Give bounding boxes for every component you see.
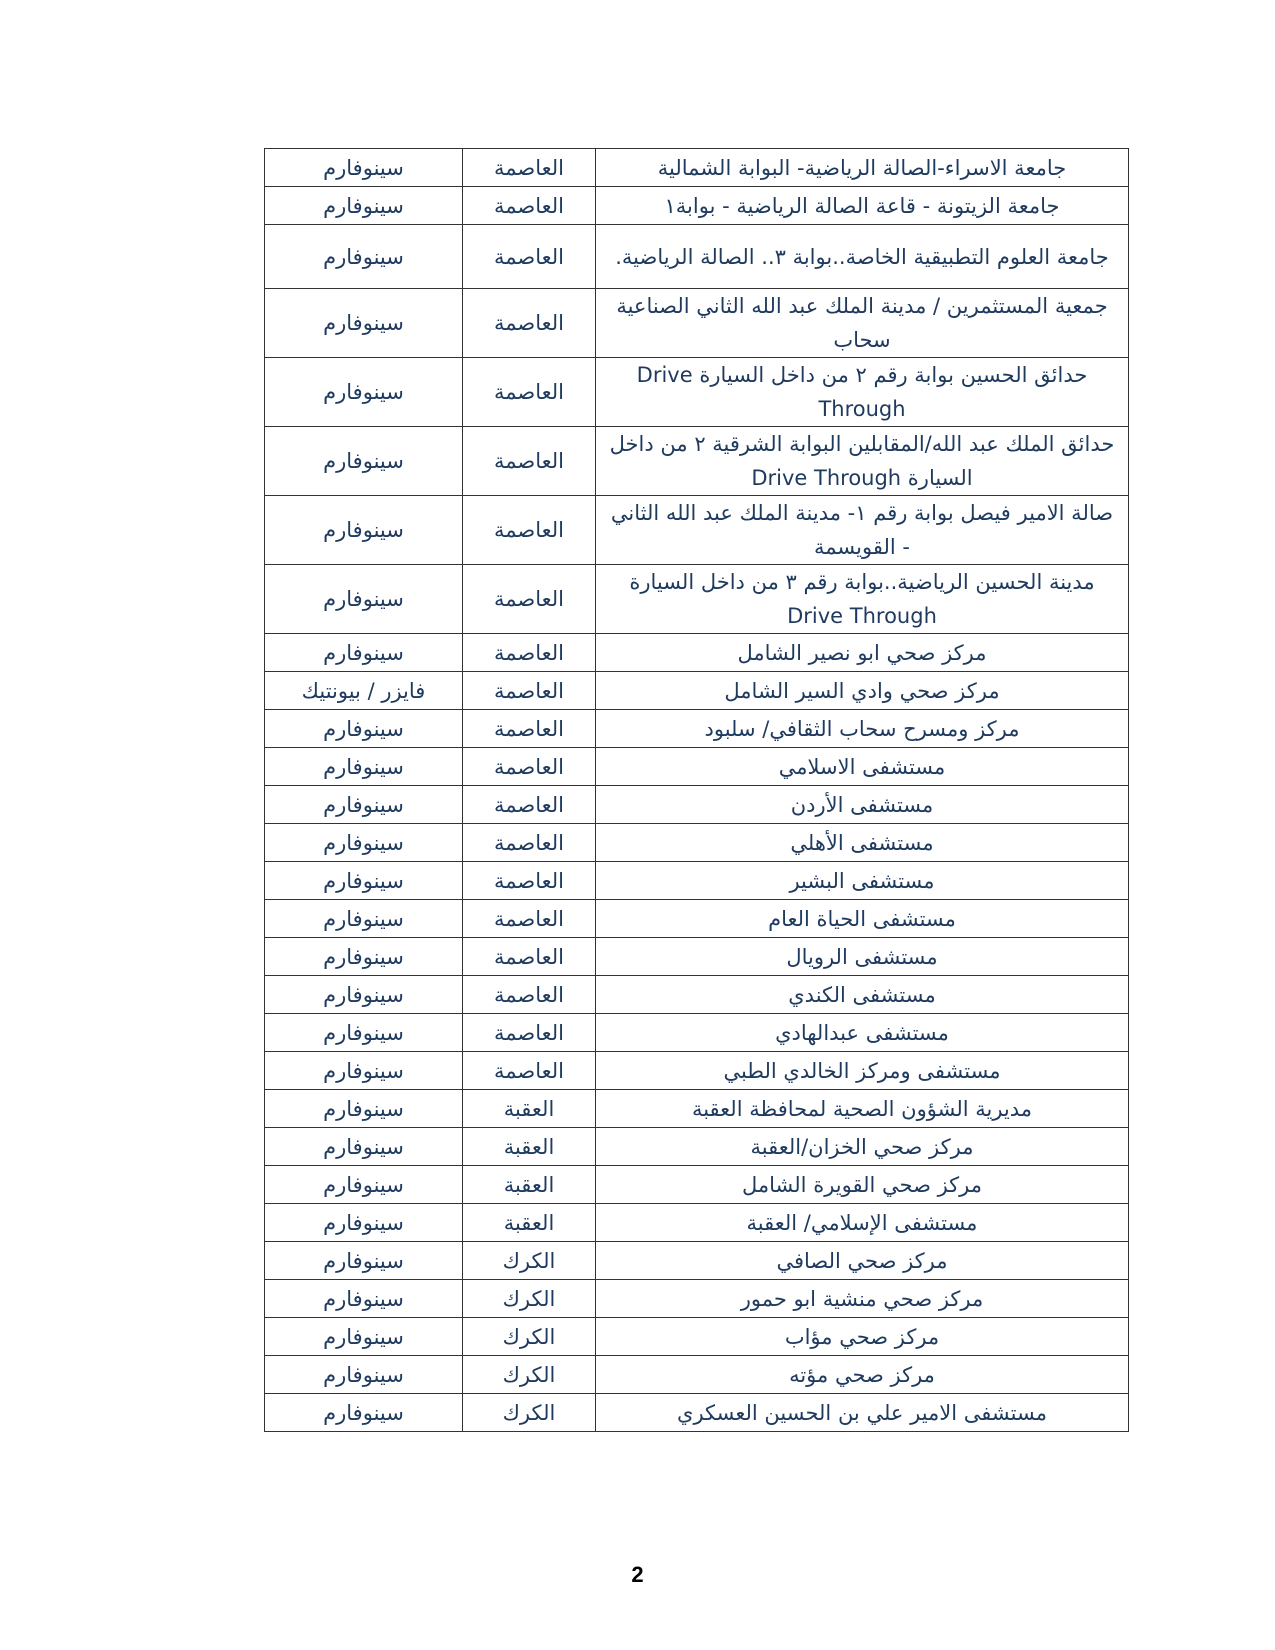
governorate-cell: العاصمة xyxy=(463,862,596,900)
table-row xyxy=(265,900,1129,938)
vaccine-cell: سينوفارم xyxy=(265,225,463,289)
vaccine-cell: سينوفارم xyxy=(265,976,463,1014)
table-row xyxy=(265,1394,1129,1432)
site-cell: مستشفى الامير علي بن الحسين العسكري xyxy=(596,1394,1129,1432)
vaccine-cell: سينوفارم xyxy=(265,824,463,862)
vaccine-cell: سينوفارم xyxy=(265,1204,463,1242)
governorate-cell: الكرك xyxy=(463,1318,596,1356)
table-row xyxy=(265,1318,1129,1356)
site-cell: جمعية المستثمرين / مدينة الملك عبد الله الثاني الصناعية سحاب xyxy=(596,289,1129,358)
table-row xyxy=(265,565,1129,634)
table-row xyxy=(265,1128,1129,1166)
governorate-cell: العاصمة xyxy=(463,710,596,748)
site-cell: مستشفى الرويال xyxy=(596,938,1129,976)
governorate-cell: الكرك xyxy=(463,1356,596,1394)
table-row xyxy=(265,1204,1129,1242)
site-cell: مركز صحي مؤاب xyxy=(596,1318,1129,1356)
governorate-cell: العاصمة xyxy=(463,427,596,496)
vaccine-cell: سينوفارم xyxy=(265,634,463,672)
table-row xyxy=(265,1166,1129,1204)
table-row xyxy=(265,289,1129,358)
vaccine-cell: سينوفارم xyxy=(265,565,463,634)
table-row xyxy=(265,1014,1129,1052)
site-cell: مركز ومسرح سحاب الثقافي/ سلبود xyxy=(596,710,1129,748)
table-row xyxy=(265,1356,1129,1394)
governorate-cell: العاصمة xyxy=(463,976,596,1014)
vaccine-cell: سينوفارم xyxy=(265,1052,463,1090)
table-row xyxy=(265,786,1129,824)
vaccine-cell: سينوفارم xyxy=(265,1128,463,1166)
vaccine-cell: سينوفارم xyxy=(265,358,463,427)
governorate-cell: العاصمة xyxy=(463,149,596,187)
governorate-cell: العاصمة xyxy=(463,938,596,976)
site-cell: مستشفى عبدالهادي xyxy=(596,1014,1129,1052)
governorate-cell: العاصمة xyxy=(463,1014,596,1052)
table-row xyxy=(265,634,1129,672)
governorate-cell: العاصمة xyxy=(463,748,596,786)
site-cell: مستشفى البشير xyxy=(596,862,1129,900)
site-cell: مستشفى الأهلي xyxy=(596,824,1129,862)
site-cell: مستشفى الأردن xyxy=(596,786,1129,824)
vaccine-cell: سينوفارم xyxy=(265,1280,463,1318)
vaccine-cell: سينوفارم xyxy=(265,289,463,358)
site-cell: مستشفى الاسلامي xyxy=(596,748,1129,786)
vaccine-cell: سينوفارم xyxy=(265,427,463,496)
vaccine-cell: سينوفارم xyxy=(265,900,463,938)
governorate-cell: العاصمة xyxy=(463,900,596,938)
vaccine-cell: سينوفارم xyxy=(265,1356,463,1394)
governorate-cell: الكرك xyxy=(463,1394,596,1432)
site-cell: مركز صحي الصافي xyxy=(596,1242,1129,1280)
governorate-cell: العاصمة xyxy=(463,634,596,672)
site-cell: مدينة الحسين الرياضية..بوابة رقم ٣ من داخل السيارة Drive Through xyxy=(596,565,1129,634)
table-row xyxy=(265,225,1129,289)
site-cell: مركز صحي القويرة الشامل xyxy=(596,1166,1129,1204)
site-cell: حدائق الملك عبد الله/المقابلين البوابة الشرقية ٢ من داخل السيارة Drive Through xyxy=(596,427,1129,496)
governorate-cell: العاصمة xyxy=(463,1052,596,1090)
page-number: 2 xyxy=(631,1562,644,1587)
governorate-cell: العاصمة xyxy=(463,824,596,862)
table-row xyxy=(265,1242,1129,1280)
table-row xyxy=(265,1052,1129,1090)
table-row xyxy=(265,824,1129,862)
vaccine-cell: سينوفارم xyxy=(265,786,463,824)
governorate-cell: العاصمة xyxy=(463,496,596,565)
vaccine-cell: سينوفارم xyxy=(265,862,463,900)
vaccine-cell: سينوفارم xyxy=(265,1090,463,1128)
governorate-cell: العقبة xyxy=(463,1128,596,1166)
site-cell: جامعة الزيتونة - قاعة الصالة الرياضية - بوابة١ xyxy=(596,187,1129,225)
site-cell: مركز صحي وادي السير الشامل xyxy=(596,672,1129,710)
vaccine-cell: سينوفارم xyxy=(265,938,463,976)
table-row xyxy=(265,672,1129,710)
site-cell: مستشفى الحياة العام xyxy=(596,900,1129,938)
vaccination-sites-table xyxy=(264,148,1129,1432)
site-cell: مستشفى الكندي xyxy=(596,976,1129,1014)
vaccine-cell: سينوفارم xyxy=(265,496,463,565)
site-cell: جامعة العلوم التطبيقية الخاصة..بوابة ٣.. الصالة الرياضية. xyxy=(596,225,1129,289)
governorate-cell: العاصمة xyxy=(463,225,596,289)
table-row xyxy=(265,149,1129,187)
table-row xyxy=(265,748,1129,786)
table-body xyxy=(265,149,1129,1432)
vaccine-cell: سينوفارم xyxy=(265,1166,463,1204)
table-row xyxy=(265,1280,1129,1318)
vaccine-cell: سينوفارم xyxy=(265,748,463,786)
governorate-cell: الكرك xyxy=(463,1242,596,1280)
site-cell: مركز صحي مؤته xyxy=(596,1356,1129,1394)
site-cell: جامعة الاسراء-الصالة الرياضية- البوابة الشمالية xyxy=(596,149,1129,187)
vaccine-cell: سينوفارم xyxy=(265,1242,463,1280)
vaccine-cell: سينوفارم xyxy=(265,187,463,225)
site-cell: مركز صحي منشية ابو حمور xyxy=(596,1280,1129,1318)
table-row xyxy=(265,976,1129,1014)
governorate-cell: العقبة xyxy=(463,1090,596,1128)
table-row xyxy=(265,187,1129,225)
governorate-cell: العاصمة xyxy=(463,786,596,824)
site-cell: مركز صحي ابو نصير الشامل xyxy=(596,634,1129,672)
governorate-cell: العقبة xyxy=(463,1166,596,1204)
table-row xyxy=(265,938,1129,976)
site-cell: مستشفى الإسلامي/ العقبة xyxy=(596,1204,1129,1242)
site-cell: مركز صحي الخزان/العقبة xyxy=(596,1128,1129,1166)
site-cell: صالة الامير فيصل بوابة رقم ١- مدينة الملك عبد الله الثاني - القويسمة xyxy=(596,496,1129,565)
governorate-cell: العقبة xyxy=(463,1204,596,1242)
governorate-cell: العاصمة xyxy=(463,358,596,427)
site-cell: مستشفى ومركز الخالدي الطبي xyxy=(596,1052,1129,1090)
vaccine-cell: فايزر / بيونتيك xyxy=(265,672,463,710)
vaccine-cell: سينوفارم xyxy=(265,149,463,187)
site-cell: حدائق الحسين بوابة رقم ٢ من داخل السيارة Drive Through xyxy=(596,358,1129,427)
vaccine-cell: سينوفارم xyxy=(265,1318,463,1356)
table-row xyxy=(265,862,1129,900)
site-cell: مديرية الشؤون الصحية لمحافظة العقبة xyxy=(596,1090,1129,1128)
governorate-cell: الكرك xyxy=(463,1280,596,1318)
table-row xyxy=(265,710,1129,748)
table-row xyxy=(265,496,1129,565)
table-row xyxy=(265,427,1129,496)
table-row xyxy=(265,1090,1129,1128)
governorate-cell: العاصمة xyxy=(463,672,596,710)
table-row xyxy=(265,358,1129,427)
governorate-cell: العاصمة xyxy=(463,289,596,358)
governorate-cell: العاصمة xyxy=(463,187,596,225)
vaccine-cell: سينوفارم xyxy=(265,710,463,748)
vaccine-cell: سينوفارم xyxy=(265,1014,463,1052)
governorate-cell: العاصمة xyxy=(463,565,596,634)
vaccine-cell: سينوفارم xyxy=(265,1394,463,1432)
